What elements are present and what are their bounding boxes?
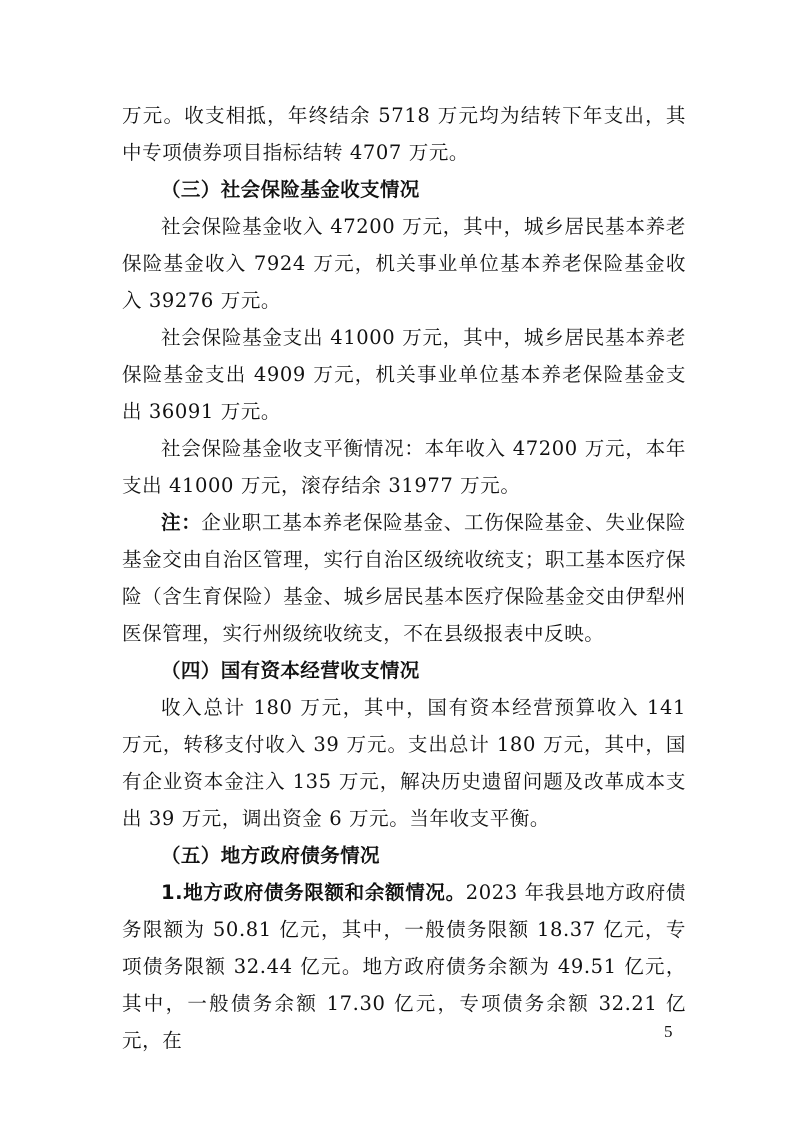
note-text: 企业职工基本养老保险基金、工伤保险基金、失业保险基金交由自治区管理，实行自治区级统收统支；职工基本医疗保险（含生育保险）基金、城乡居民基本医疗保险基金交由伊犁州医保管理，实行州级统收统支，不在县级报表中反映。 [122,511,687,645]
debt-limit-text: 2023 年我县地方政府债务限额为 50.81 亿元，其中，一般债务限额 18.37 亿元，专项债务限额 32.44 亿元。地方政府债务余额为 49.51 亿元，其中，一般债务余额 17.30 亿元，专项债务余额 32.21 亿元，在 [122,881,686,1052]
heading-local-debt: （五）地方政府债务情况 [161,844,380,867]
heading-state-capital: （四）国有资本经营收支情况 [161,659,420,682]
note-label: 注： [161,511,202,534]
paragraph-note [122,504,686,652]
paragraph-general-fund-carryover: 万元。收支相抵，年终结余 5718 万元均为结转下年支出，其中专项债券项目指标结转 4707 万元。 [122,104,686,164]
paragraph-social-insurance-income: 社会保险基金收入 47200 万元，其中，城乡居民基本养老保险基金收入 7924 万元，机关事业单位基本养老保险基金收入 39276 万元。 [122,215,686,312]
debt-limit-label: 1.地方政府债务限额和余额情况。 [161,881,466,904]
paragraph-social-insurance-balance: 社会保险基金收支平衡情况：本年收入 47200 万元，本年支出 41000 万元，滚存结余 31977 万元。 [122,437,686,497]
heading-social-insurance: （三）社会保险基金收支情况 [161,178,420,201]
page-number: 5 [664,1022,673,1041]
page-content [122,97,686,1059]
paragraph-debt-limit [122,874,686,1059]
paragraph-social-insurance-expenditure: 社会保险基金支出 41000 万元，其中，城乡居民基本养老保险基金支出 4909 万元，机关事业单位基本养老保险基金支出 36091 万元。 [122,326,686,423]
paragraph-state-capital: 收入总计 180 万元，其中，国有资本经营预算收入 141 万元，转移支付收入 39 万元。支出总计 180 万元，其中，国有企业资本金注入 135 万元，解决历史遗留问题及改革成本支出 39 万元，调出资金 6 万元。当年收支平衡。 [122,696,686,830]
